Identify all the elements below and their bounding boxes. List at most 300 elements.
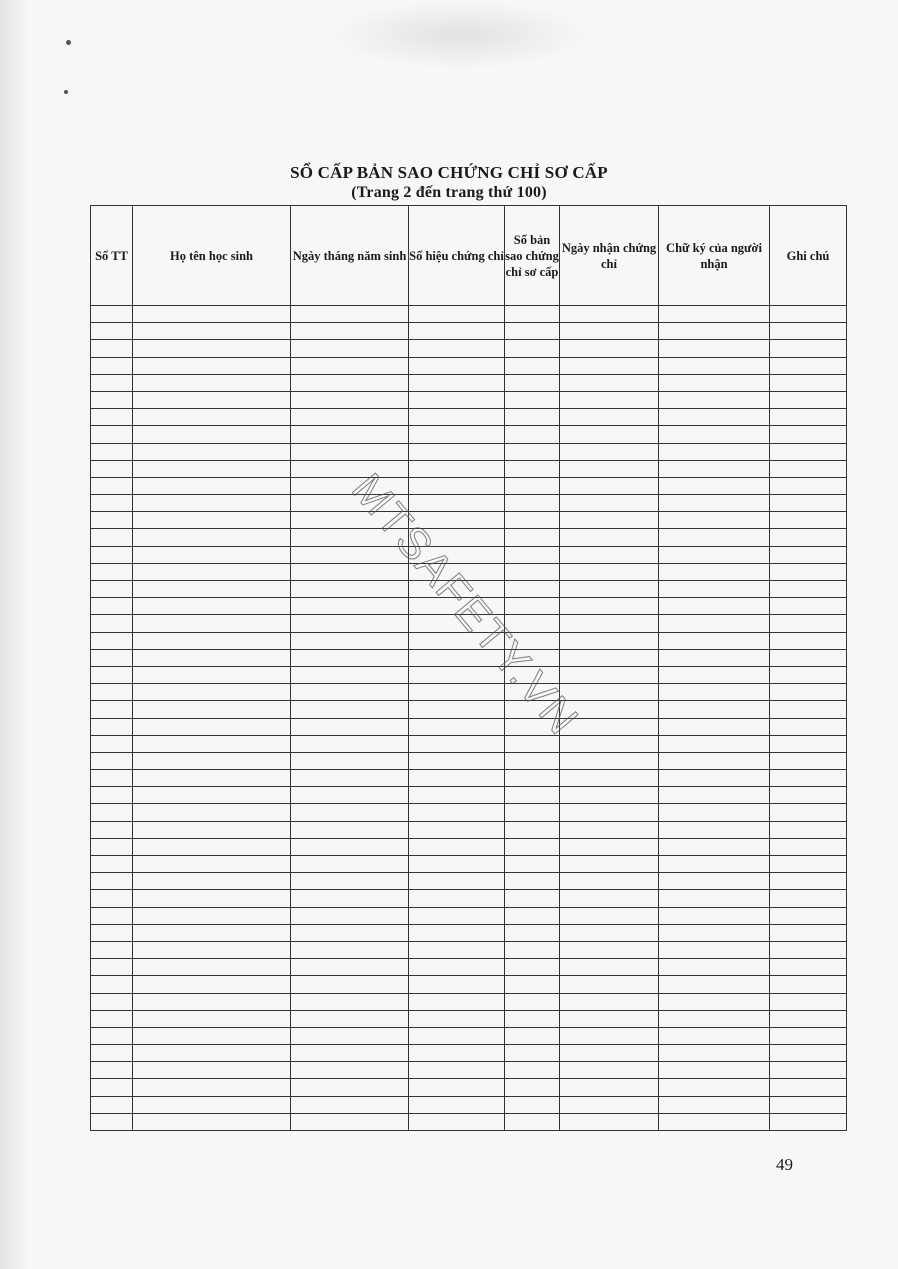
table-cell: [505, 890, 560, 907]
table-cell: [133, 890, 291, 907]
table-cell: [291, 1096, 409, 1113]
table-cell: [659, 787, 770, 804]
table-cell: [291, 581, 409, 598]
table-cell: [560, 1113, 659, 1130]
table-cell: [409, 752, 505, 769]
table-cell: [659, 976, 770, 993]
table-cell: [505, 1062, 560, 1079]
table-cell: [409, 890, 505, 907]
document-title: SỔ CẤP BẢN SAO CHỨNG CHỈ SƠ CẤP: [290, 163, 608, 182]
table-cell: [291, 924, 409, 941]
table-cell: [291, 1062, 409, 1079]
table-body: [91, 306, 847, 1131]
table-cell: [659, 684, 770, 701]
table-cell: [133, 563, 291, 580]
table-cell: [133, 1027, 291, 1044]
table-row: [91, 856, 847, 873]
table-cell: [505, 426, 560, 443]
table-cell: [505, 941, 560, 958]
table-cell: [770, 598, 847, 615]
table-row: [91, 735, 847, 752]
table-cell: [560, 495, 659, 512]
table-row: [91, 1113, 847, 1130]
table-cell: [91, 1096, 133, 1113]
table-cell: [133, 512, 291, 529]
table-cell: [409, 684, 505, 701]
table-cell: [133, 959, 291, 976]
table-cell: [133, 546, 291, 563]
table-row: [91, 718, 847, 735]
table-cell: [560, 306, 659, 323]
table-cell: [409, 907, 505, 924]
table-cell: [133, 924, 291, 941]
table-cell: [505, 1027, 560, 1044]
table-cell: [409, 941, 505, 958]
table-cell: [133, 443, 291, 460]
table-cell: [91, 890, 133, 907]
table-cell: [133, 323, 291, 340]
table-cell: [409, 1096, 505, 1113]
table-cell: [560, 907, 659, 924]
table-cell: [505, 581, 560, 598]
table-row: [91, 770, 847, 787]
table-cell: [659, 856, 770, 873]
binder-hole-dot: [64, 90, 68, 94]
table-cell: [659, 460, 770, 477]
table-cell: [659, 1096, 770, 1113]
table-cell: [560, 357, 659, 374]
table-cell: [659, 529, 770, 546]
table-cell: [505, 306, 560, 323]
table-cell: [505, 976, 560, 993]
table-cell: [770, 1027, 847, 1044]
table-cell: [409, 357, 505, 374]
table-cell: [505, 460, 560, 477]
table-cell: [133, 460, 291, 477]
table-cell: [409, 426, 505, 443]
table-cell: [560, 615, 659, 632]
table-cell: [770, 856, 847, 873]
table-cell: [659, 581, 770, 598]
table-cell: [659, 443, 770, 460]
table-cell: [770, 821, 847, 838]
table-cell: [291, 306, 409, 323]
table-cell: [560, 770, 659, 787]
table-cell: [770, 340, 847, 357]
table-cell: [770, 838, 847, 855]
table-cell: [659, 1010, 770, 1027]
table-cell: [770, 684, 847, 701]
table-cell: [770, 649, 847, 666]
table-cell: [91, 924, 133, 941]
table-row: [91, 426, 847, 443]
table-cell: [409, 477, 505, 494]
table-cell: [659, 735, 770, 752]
table-row: [91, 821, 847, 838]
table-cell: [133, 426, 291, 443]
certificate-copy-register-table: [90, 205, 847, 1131]
table-cell: [133, 873, 291, 890]
table-cell: [770, 907, 847, 924]
table-row: [91, 391, 847, 408]
table-cell: [560, 804, 659, 821]
table-cell: [659, 477, 770, 494]
table-cell: [133, 1045, 291, 1062]
table-row: [91, 1096, 847, 1113]
table-cell: [91, 1079, 133, 1096]
table-cell: [770, 581, 847, 598]
table-cell: [770, 615, 847, 632]
table-cell: [505, 529, 560, 546]
table-cell: [659, 374, 770, 391]
table-row: [91, 323, 847, 340]
table-row: [91, 546, 847, 563]
header-serial-number: Số TT: [91, 206, 133, 306]
table-cell: [291, 856, 409, 873]
table-cell: [770, 941, 847, 958]
table-cell: [409, 374, 505, 391]
table-cell: [770, 546, 847, 563]
table-row: [91, 374, 847, 391]
table-cell: [770, 735, 847, 752]
table-cell: [409, 770, 505, 787]
table-cell: [91, 615, 133, 632]
table-cell: [659, 993, 770, 1010]
table-cell: [770, 409, 847, 426]
table-cell: [409, 340, 505, 357]
table-cell: [770, 666, 847, 683]
table-row: [91, 460, 847, 477]
table-cell: [770, 890, 847, 907]
table-cell: [133, 907, 291, 924]
table-cell: [560, 1027, 659, 1044]
table-cell: [770, 959, 847, 976]
table-cell: [133, 409, 291, 426]
table-cell: [560, 787, 659, 804]
table-cell: [91, 598, 133, 615]
table-cell: [133, 391, 291, 408]
table-cell: [409, 804, 505, 821]
table-cell: [409, 993, 505, 1010]
table-cell: [291, 649, 409, 666]
table-cell: [505, 752, 560, 769]
table-cell: [659, 666, 770, 683]
table-cell: [291, 907, 409, 924]
table-cell: [91, 1062, 133, 1079]
table-cell: [659, 873, 770, 890]
table-cell: [291, 1010, 409, 1027]
table-cell: [770, 993, 847, 1010]
table-cell: [133, 684, 291, 701]
table-cell: [770, 770, 847, 787]
table-row: [91, 941, 847, 958]
table-cell: [770, 477, 847, 494]
table-row: [91, 976, 847, 993]
table-cell: [505, 340, 560, 357]
table-cell: [133, 1096, 291, 1113]
table-row: [91, 890, 847, 907]
table-cell: [91, 976, 133, 993]
table-cell: [291, 323, 409, 340]
table-cell: [560, 1062, 659, 1079]
table-cell: [291, 374, 409, 391]
table-cell: [291, 615, 409, 632]
table-cell: [409, 1062, 505, 1079]
table-row: [91, 443, 847, 460]
table-cell: [770, 701, 847, 718]
table-cell: [91, 804, 133, 821]
table-cell: [770, 1045, 847, 1062]
table-cell: [91, 770, 133, 787]
table-cell: [133, 529, 291, 546]
header-student-name: Họ tên học sinh: [133, 206, 291, 306]
table-row: [91, 1045, 847, 1062]
table-cell: [659, 323, 770, 340]
table-row: [91, 512, 847, 529]
table-cell: [409, 391, 505, 408]
table-cell: [291, 821, 409, 838]
table-cell: [91, 907, 133, 924]
table-cell: [91, 701, 133, 718]
table-cell: [505, 391, 560, 408]
table-cell: [409, 718, 505, 735]
table-cell: [291, 1113, 409, 1130]
table-cell: [409, 1010, 505, 1027]
table-cell: [560, 976, 659, 993]
table-cell: [133, 856, 291, 873]
table-cell: [91, 993, 133, 1010]
table-row: [91, 649, 847, 666]
table-cell: [133, 993, 291, 1010]
table-cell: [91, 735, 133, 752]
table-cell: [133, 632, 291, 649]
table-cell: [770, 306, 847, 323]
table-cell: [409, 323, 505, 340]
table-cell: [560, 581, 659, 598]
table-cell: [91, 460, 133, 477]
table-cell: [133, 941, 291, 958]
table-cell: [560, 959, 659, 976]
table-cell: [291, 1027, 409, 1044]
table-cell: [291, 752, 409, 769]
table-cell: [91, 409, 133, 426]
table-cell: [505, 856, 560, 873]
table-row: [91, 529, 847, 546]
table-cell: [560, 890, 659, 907]
table-cell: [133, 1079, 291, 1096]
table-cell: [133, 666, 291, 683]
table-cell: [560, 512, 659, 529]
table-cell: [770, 443, 847, 460]
table-cell: [409, 443, 505, 460]
table-cell: [133, 838, 291, 855]
table-cell: [770, 1079, 847, 1096]
table-cell: [409, 856, 505, 873]
table-cell: [291, 770, 409, 787]
table-cell: [770, 787, 847, 804]
table-cell: [91, 1045, 133, 1062]
header-certificate-number: Số hiệu chứng chỉ: [409, 206, 505, 306]
table-cell: [560, 460, 659, 477]
table-row: [91, 924, 847, 941]
table-cell: [560, 391, 659, 408]
table-cell: [91, 477, 133, 494]
table-cell: [409, 735, 505, 752]
table-cell: [409, 1045, 505, 1062]
table-cell: [560, 340, 659, 357]
table-cell: [505, 546, 560, 563]
table-cell: [560, 649, 659, 666]
table-cell: [505, 838, 560, 855]
table-cell: [91, 873, 133, 890]
table-cell: [409, 838, 505, 855]
table-cell: [560, 821, 659, 838]
table-cell: [133, 581, 291, 598]
table-cell: [133, 340, 291, 357]
table-cell: [291, 941, 409, 958]
table-cell: [560, 856, 659, 873]
table-cell: [409, 976, 505, 993]
table-cell: [91, 649, 133, 666]
table-cell: [560, 546, 659, 563]
table-cell: [659, 1113, 770, 1130]
table-cell: [133, 615, 291, 632]
table-cell: [560, 374, 659, 391]
table-cell: [409, 924, 505, 941]
table-cell: [91, 752, 133, 769]
table-cell: [770, 804, 847, 821]
table-cell: [770, 752, 847, 769]
table-cell: [505, 907, 560, 924]
table-cell: [133, 770, 291, 787]
table-cell: [133, 976, 291, 993]
table-cell: [770, 873, 847, 890]
table-cell: [291, 993, 409, 1010]
table-cell: [409, 409, 505, 426]
table-cell: [291, 959, 409, 976]
table-row: [91, 804, 847, 821]
table-cell: [91, 959, 133, 976]
table-cell: [505, 409, 560, 426]
header-date-of-birth: Ngày tháng năm sinh: [291, 206, 409, 306]
header-receipt-date: Ngày nhận chứng chỉ: [560, 206, 659, 306]
table-cell: [133, 804, 291, 821]
table-cell: [560, 632, 659, 649]
table-cell: [409, 787, 505, 804]
table-cell: [291, 1079, 409, 1096]
table-cell: [91, 941, 133, 958]
table-cell: [91, 357, 133, 374]
table-cell: [770, 460, 847, 477]
table-cell: [770, 924, 847, 941]
table-cell: [291, 873, 409, 890]
table-cell: [91, 1010, 133, 1027]
table-row: [91, 340, 847, 357]
table-cell: [659, 804, 770, 821]
table-cell: [659, 1045, 770, 1062]
table-cell: [770, 512, 847, 529]
table-cell: [770, 1096, 847, 1113]
table-cell: [770, 1010, 847, 1027]
table-cell: [560, 1045, 659, 1062]
scan-shadow: [330, 0, 590, 70]
table-cell: [659, 752, 770, 769]
table-cell: [560, 752, 659, 769]
table-cell: [409, 1079, 505, 1096]
table-cell: [770, 374, 847, 391]
table-cell: [659, 770, 770, 787]
table-cell: [133, 752, 291, 769]
table-cell: [770, 529, 847, 546]
table-cell: [659, 546, 770, 563]
table-cell: [133, 374, 291, 391]
table-cell: [291, 563, 409, 580]
table-cell: [505, 374, 560, 391]
table-row: [91, 684, 847, 701]
table-cell: [659, 838, 770, 855]
table-cell: [133, 1062, 291, 1079]
table-cell: [91, 718, 133, 735]
document-subtitle: (Trang 2 đến trang thứ 100): [351, 184, 547, 201]
table-cell: [133, 477, 291, 494]
table-cell: [409, 959, 505, 976]
table-cell: [505, 1079, 560, 1096]
table-cell: [505, 1045, 560, 1062]
table-cell: [659, 357, 770, 374]
table-row: [91, 357, 847, 374]
table-cell: [505, 873, 560, 890]
table-cell: [505, 959, 560, 976]
table-cell: [560, 666, 659, 683]
table-cell: [659, 495, 770, 512]
table-cell: [770, 323, 847, 340]
table-row: [91, 959, 847, 976]
table-cell: [409, 1113, 505, 1130]
table-cell: [91, 856, 133, 873]
table-cell: [659, 632, 770, 649]
table-cell: [505, 323, 560, 340]
table-cell: [659, 391, 770, 408]
table-cell: [770, 357, 847, 374]
table-cell: [91, 391, 133, 408]
table-cell: [505, 770, 560, 787]
table-cell: [505, 1010, 560, 1027]
table-row: [91, 873, 847, 890]
table-cell: [560, 873, 659, 890]
table-cell: [770, 391, 847, 408]
table-cell: [505, 821, 560, 838]
table-cell: [505, 443, 560, 460]
table-cell: [560, 941, 659, 958]
table-cell: [505, 477, 560, 494]
table-cell: [133, 649, 291, 666]
table-cell: [91, 666, 133, 683]
table-row: [91, 752, 847, 769]
table-cell: [659, 1062, 770, 1079]
table-cell: [505, 1113, 560, 1130]
table-cell: [770, 426, 847, 443]
table-cell: [133, 1113, 291, 1130]
table-cell: [659, 615, 770, 632]
table-cell: [505, 1096, 560, 1113]
table-row: [91, 1010, 847, 1027]
table-cell: [505, 787, 560, 804]
table-cell: [133, 357, 291, 374]
table-cell: [291, 787, 409, 804]
table-cell: [505, 495, 560, 512]
table-cell: [291, 632, 409, 649]
table-cell: [291, 718, 409, 735]
